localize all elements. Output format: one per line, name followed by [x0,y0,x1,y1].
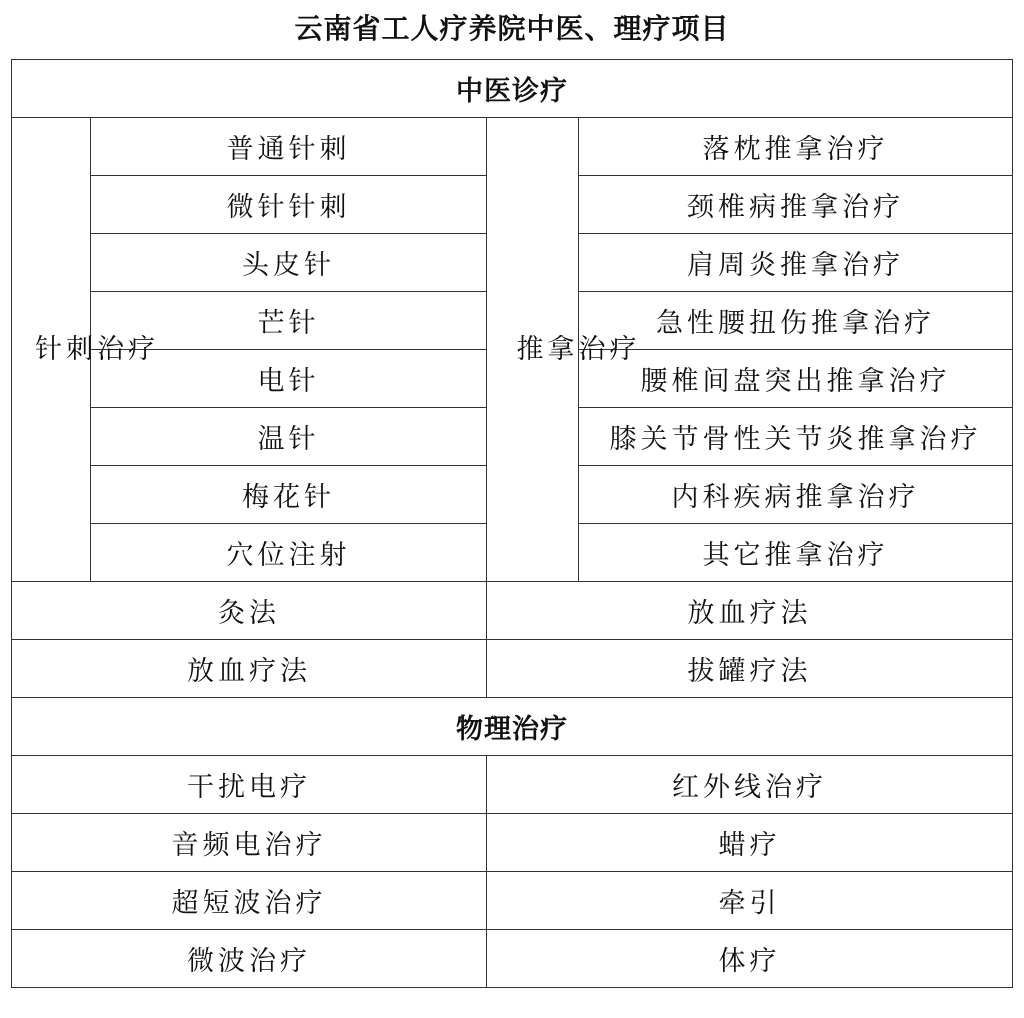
acupuncture-item: 普通针刺 [91,118,487,176]
massage-item: 落枕推拿治疗 [579,118,1013,176]
section-heading-physio: 物理治疗 [12,698,1013,756]
acupuncture-item: 头皮针 [91,234,487,292]
physio-cell: 音频电治疗 [12,814,487,872]
acupuncture-item: 梅花针 [91,466,487,524]
section-row-tcm [12,60,1013,118]
acupuncture-item: 微针针刺 [91,176,487,234]
massage-item: 急性腰扭伤推拿治疗 [579,292,1013,350]
table-row [12,930,1013,988]
tcm-extra-cell: 放血疗法 [12,640,487,698]
table-row [12,582,1013,640]
page-title: 云南省工人疗养院中医、理疗项目 [294,12,730,45]
table-row [12,814,1013,872]
section-row-physio [12,698,1013,756]
tcm-extra-cell: 拔罐疗法 [487,640,1013,698]
massage-item: 内科疾病推拿治疗 [579,466,1013,524]
physio-cell: 蜡疗 [487,814,1013,872]
acupuncture-item: 芒针 [91,292,487,350]
physio-cell: 超短波治疗 [12,872,487,930]
table-row [12,756,1013,814]
tcm-extra-cell: 放血疗法 [487,582,1013,640]
table-row [12,872,1013,930]
project-table [11,59,1013,988]
table-row [12,118,1013,176]
physio-cell: 牵引 [487,872,1013,930]
physio-cell: 干扰电疗 [12,756,487,814]
category-massage [487,118,641,582]
acupuncture-item: 穴位注射 [91,524,487,582]
acupuncture-item: 电针 [91,350,487,408]
massage-item: 肩周炎推拿治疗 [579,234,1013,292]
physio-cell: 微波治疗 [12,930,487,988]
category-acupuncture [12,118,159,582]
table-row [12,640,1013,698]
massage-item: 腰椎间盘突出推拿治疗 [579,350,1013,408]
massage-item: 其它推拿治疗 [579,524,1013,582]
physio-cell: 红外线治疗 [487,756,1013,814]
category-acupuncture-label: 针刺治疗 [35,333,159,365]
physio-cell: 体疗 [487,930,1013,988]
massage-item: 膝关节骨性关节炎推拿治疗 [579,408,1013,466]
section-heading-tcm: 中医诊疗 [12,60,1013,118]
massage-item: 颈椎病推拿治疗 [579,176,1013,234]
category-massage-label: 推拿治疗 [516,333,641,365]
acupuncture-item: 温针 [91,408,487,466]
tcm-extra-cell: 灸法 [12,582,487,640]
